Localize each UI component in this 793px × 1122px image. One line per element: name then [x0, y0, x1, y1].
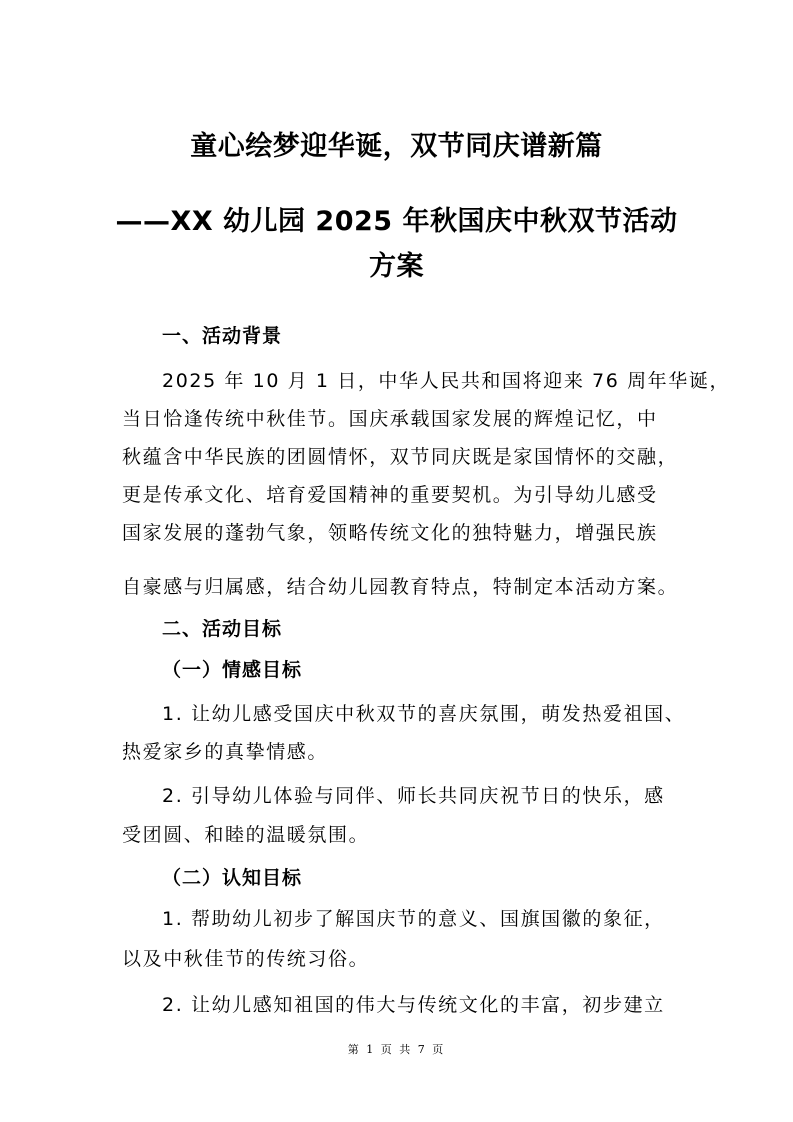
list-item-line: 热爱家乡的真挚情感。 [122, 741, 329, 763]
paragraph-line: 2025 年 10 月 1 日，中华人民共和国将迎来 76 周年华诞， [162, 370, 731, 392]
section-heading-background: 一、活动背景 [162, 325, 283, 347]
list-item-line: 受团圆、和睦的温暖氛围。 [122, 824, 370, 846]
page-number-footer: 第 1 页 共 7 页 [347, 1043, 446, 1056]
list-item-line: 2. 让幼儿感知祖国的伟大与传统文化的丰富，初步建立 [162, 994, 665, 1016]
subheading-emotional-goals: （一）情感目标 [162, 659, 303, 681]
doc-subtitle-line-2: 方案 [369, 251, 424, 282]
paragraph-line: 秋蕴含中华民族的团圆情怀，双节同庆既是家国情怀的交融， [122, 446, 679, 468]
paragraph-line: 国家发展的蓬勃气象，领略传统文化的独特魅力，增强民族 [122, 522, 658, 544]
list-item-line: 1. 让幼儿感受国庆中秋双节的喜庆氛围，萌发热爱祖国、 [162, 703, 686, 725]
list-item-line: 1. 帮助幼儿初步了解国庆节的意义、国旗国徽的象征， [162, 908, 665, 930]
paragraph-line: 更是传承文化、培育爱国精神的重要契机。为引导幼儿感受 [122, 484, 658, 506]
doc-subtitle-line-1: ——XX 幼儿园 2025 年秋国庆中秋双节活动 [115, 206, 678, 237]
subheading-cognitive-goals: （二）认知目标 [162, 867, 303, 889]
section-heading-goals: 二、活动目标 [162, 618, 283, 640]
doc-title: 童心绘梦迎华诞，双节同庆谱新篇 [190, 131, 603, 162]
list-item-line: 2. 引导幼儿体验与同伴、师长共同庆祝节日的快乐，感 [162, 785, 665, 807]
paragraph-line: 自豪感与归属感，结合幼儿园教育特点，特制定本活动方案。 [122, 576, 679, 598]
paragraph-line: 当日恰逢传统中秋佳节。国庆承载国家发展的辉煌记忆，中 [122, 408, 658, 430]
list-item-line: 以及中秋佳节的传统习俗。 [122, 948, 370, 970]
